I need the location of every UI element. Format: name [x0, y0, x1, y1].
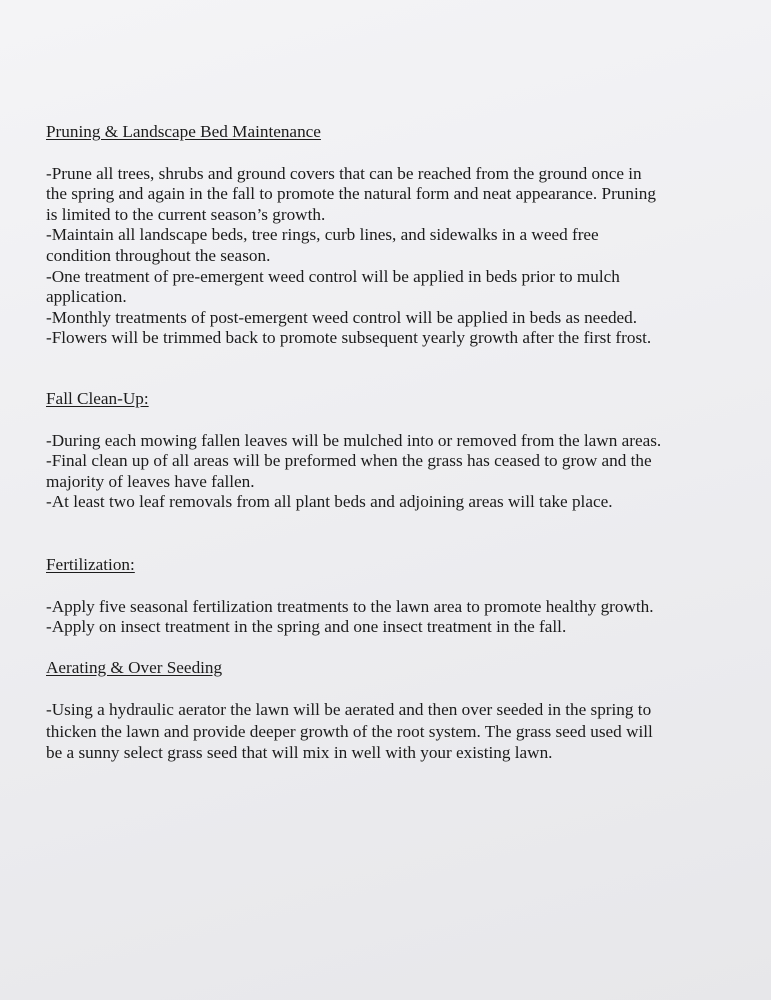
text-line: be a sunny select grass seed that will mix in well with your existing lawn.	[46, 743, 553, 763]
text-line: -Final clean up of all areas will be preformed when the grass has ceased to grow and the	[46, 451, 652, 471]
text-line: application.	[46, 287, 127, 307]
text-line: -Prune all trees, shrubs and ground covers that can be reached from the ground once in	[46, 163, 642, 183]
section-fall-clean-up	[46, 389, 731, 513]
text-line: -Maintain all landscape beds, tree rings, curb lines, and sidewalks in a weed free	[46, 225, 599, 245]
section-body	[46, 431, 731, 513]
section-body	[46, 699, 731, 764]
section-fertilization	[46, 555, 731, 638]
text-line: condition throughout the season.	[46, 245, 271, 265]
section-pruning	[46, 122, 731, 349]
section-body	[46, 164, 731, 349]
text-line: -Using a hydraulic aerator the lawn will be aerated and then over seeded in the spring to	[46, 700, 652, 720]
section-heading: Aerating & Over Seeding	[46, 657, 223, 677]
section-body	[46, 597, 731, 638]
text-line: the spring and again in the fall to promote the natural form and neat appearance. Pruning	[46, 184, 656, 204]
text-line: thicken the lawn and provide deeper growth of the root system. The grass seed used will	[46, 721, 653, 741]
text-line: is limited to the current season’s growth.	[46, 204, 326, 224]
text-line: -At least two leaf removals from all plant beds and adjoining areas will take place.	[46, 492, 613, 512]
text-line: -Monthly treatments of post-emergent weed control will be applied in beds as needed.	[46, 307, 638, 327]
text-line: -Flowers will be trimmed back to promote subsequent yearly growth after the first frost.	[46, 328, 652, 348]
text-line: -One treatment of pre-emergent weed control will be applied in beds prior to mulch	[46, 266, 620, 286]
text-line: -During each mowing fallen leaves will be mulched into or removed from the lawn areas.	[46, 430, 662, 450]
section-heading: Fall Clean-Up:	[46, 388, 149, 408]
text-line: majority of leaves have fallen.	[46, 471, 255, 491]
text-line: -Apply five seasonal fertilization treatments to the lawn area to promote healthy growth.	[46, 596, 654, 616]
section-heading: Fertilization:	[46, 554, 135, 574]
section-heading: Pruning & Landscape Bed Maintenance	[46, 122, 321, 141]
text-line: -Apply on insect treatment in the spring and one insect treatment in the fall.	[46, 617, 567, 637]
section-aerating-over-seeding	[46, 658, 731, 764]
